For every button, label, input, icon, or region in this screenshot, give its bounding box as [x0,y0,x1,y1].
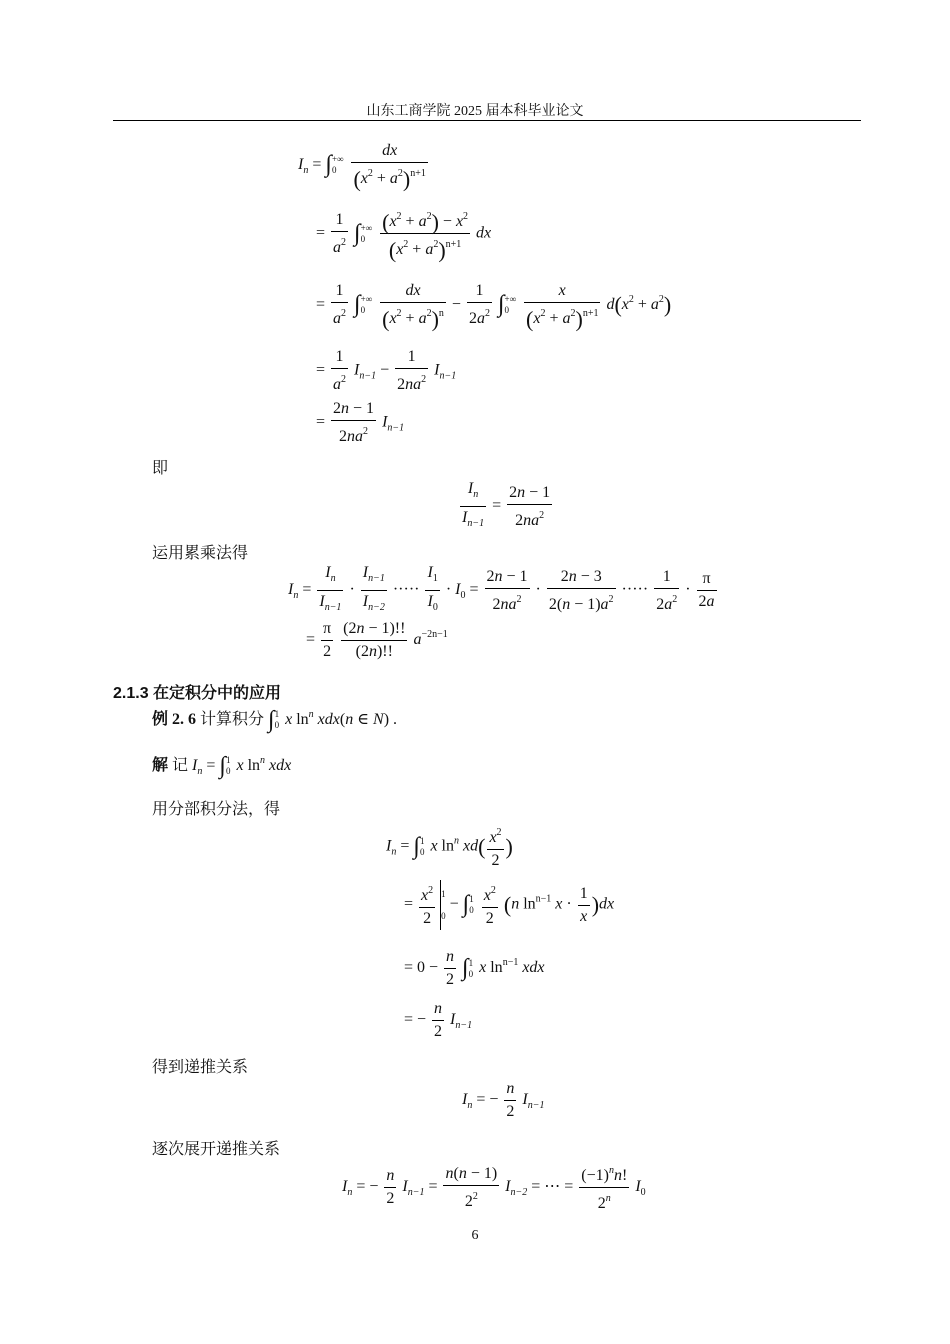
text-recurrence: 得到递推关系 [152,1059,249,1076]
eq-step-4: = $\frac{1}{a^2}$ $I_{n-1}$ − $\frac{1}{2na^2}$ $I_{n-1}$ [316,348,457,393]
eq-parts-3: = 0 − $\frac{n}{2}$ ∫ 1 0 x $\ln^{n-1}$ xdx [404,948,545,988]
eq-expand: $I_n$ = − $\frac{n}{2}$ $I_{n-1}$ = $\frac{n(n - 1)}{2^2}$ $I_{n-2}$ = ⋯ = $\frac{(-1)^nn!}{2^n}$ $I_0$ [342,1160,646,1215]
eq-product-result: = $\frac{\pi}{2}$ $\frac{(2n - 1)!!}{(2n)!!}$ $a^{-2n-1}$ [306,620,448,660]
example-text: 计算积分 [200,711,265,728]
solution-label: 解 [152,757,169,774]
eq-parts-4: = − $\frac{n}{2}$ $I_{n-1}$ [404,1000,473,1040]
eq-step-5: = $\frac{2n - 1}{2na^2}$ $I_{n-1}$ [316,400,405,445]
solution-line: 解 记 $I_n$ = ∫ 1 0 x $\ln^n$ xdx [152,752,292,779]
section-title: 2.1.3 在定积分中的应用 [113,685,282,702]
eq-In-definition: $I_n$ = ∫ +∞ 0 $\frac{dx}{(x^2 + a^2)^{n+1}}$ [298,142,426,192]
running-header: 山东工商学院 2025 届本科毕业论文 [366,104,584,119]
eq-product: $I_n$ = $\frac{I_n}{I_{n-1}}$ · $\frac{I_{n-1}}{I_{n-2}}$ ····· $\frac{I_1}{I_0}$ · $I_0$ = $\frac{2n - 1}{2na^2}$ · $\frac{2n - 3}{2(n - 1)a^2}$ ····· $\frac{1}{2a^2}$ · $\frac{\pi}{2a}$ [288,564,715,613]
eq-parts-1: $I_n$ = ∫ 1 0 x $\ln^n xd$( $\frac{x^2}{2}$ ) [386,822,513,872]
text-ji: 即 [152,460,169,477]
text-expand: 逐次展开递推关系 [152,1141,281,1158]
page-number: 6 [471,1228,479,1243]
solution-text: 记 [172,757,189,774]
eq-step-3: = $\frac{1}{a^2}$ ∫ +∞ 0 $\frac{dx}{(x^2 + a^2)^n}$ − $\frac{1}{2a^2}$ ∫ +∞ 0 $\frac{x}{(x^2 + a^2)^{n+1}}$ $d(x^2 + a^2)$ [316,282,672,332]
eq-ratio: $\frac{I_n}{I_{n-1}}$ = $\frac{2n - 1}{2na^2}$ [462,480,551,529]
eq-parts-2: = $\frac{x^2}{2}$ 1 0 − ∫ 1 0 $\frac{x^2}{2}$ (n $\ln^{n-1} x$ · $\frac{1}{x}$ )dx [404,880,614,930]
example-line: 例 2. 6 计算积分 ∫ 1 0 x $\ln^n xdx(n$ ∈ N) . [152,706,398,733]
header-rule [113,120,861,121]
text-yunyong: 运用累乘法得 [152,545,249,562]
text-by-parts: 用分部积分法，得 [152,801,281,818]
example-label: 例 2. 6 [152,711,197,728]
eq-step-2: = $\frac{1}{a^2}$ ∫ +∞ 0 $\frac{(x^2 + a^2) - x^2}{(x^2 + a^2)^{n+1}}$ dx [316,206,491,262]
eq-recurrence: $I_n$ = − $\frac{n}{2}$ $I_{n-1}$ [462,1080,545,1120]
